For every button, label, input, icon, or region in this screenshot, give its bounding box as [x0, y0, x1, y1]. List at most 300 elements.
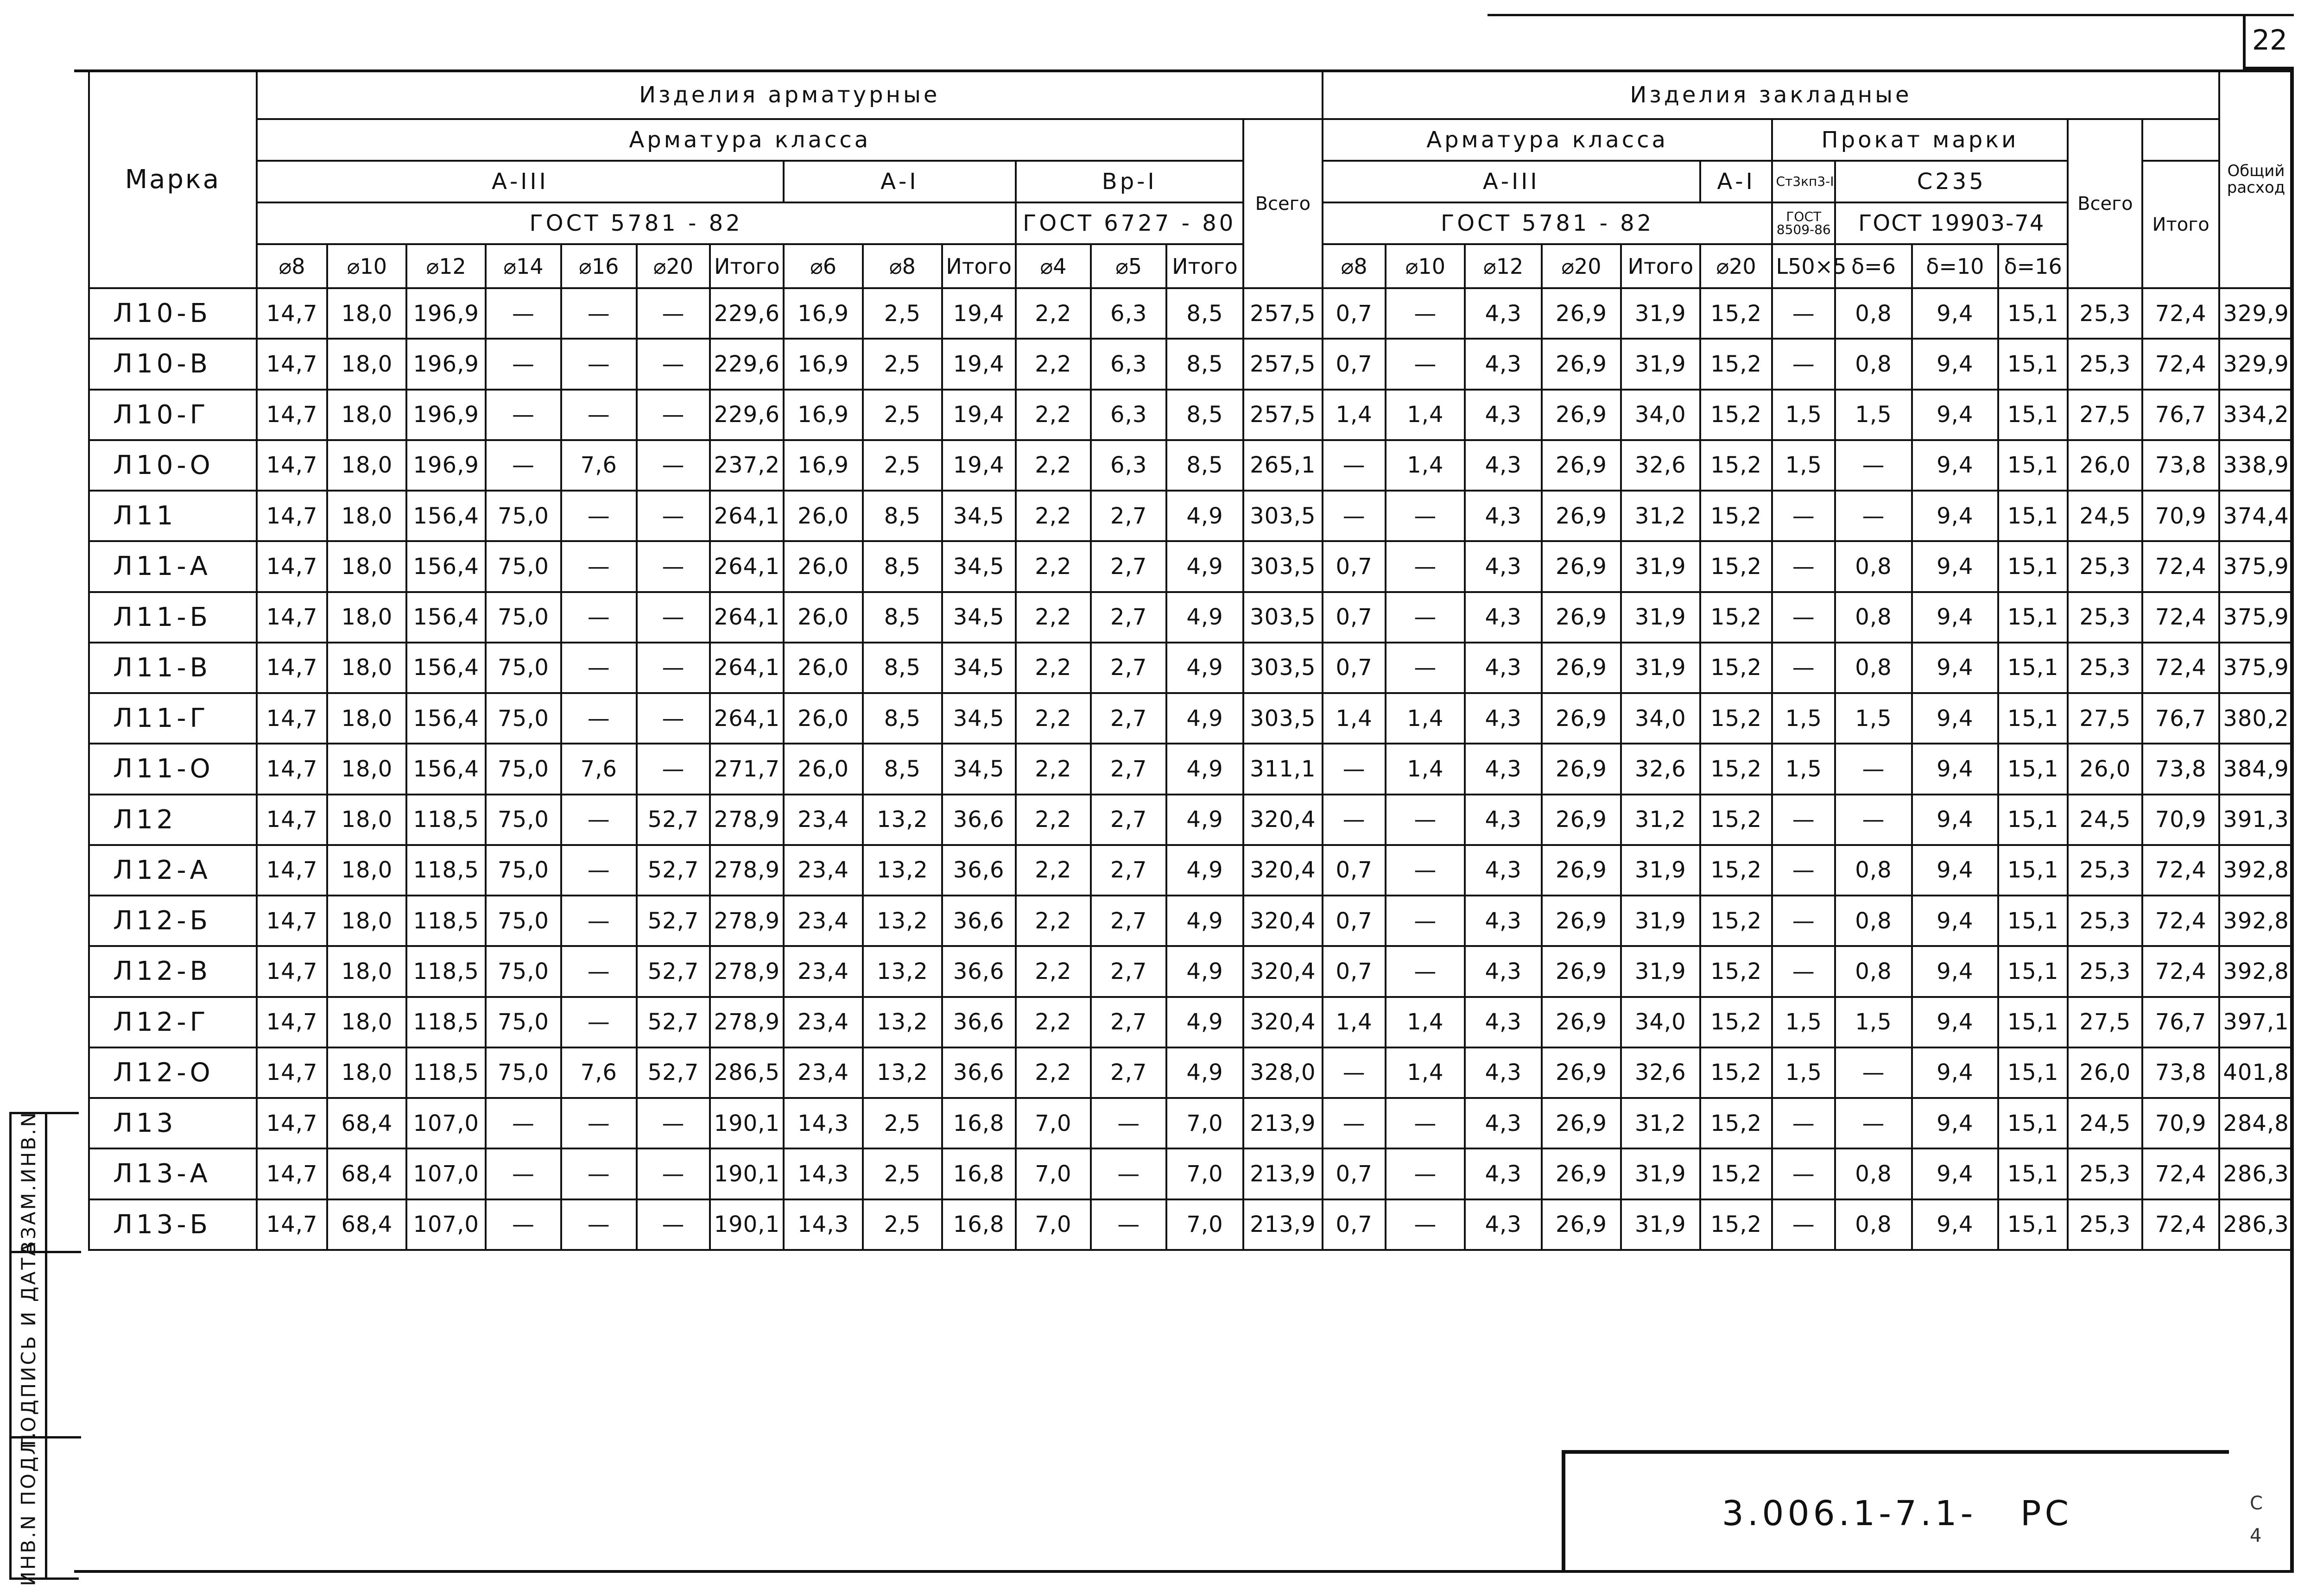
- value-cell: 15,2: [1700, 541, 1773, 592]
- table-row: [89, 643, 2293, 693]
- column-header: ⌀8: [863, 244, 942, 288]
- value-cell: 118,5: [406, 997, 486, 1047]
- value-cell: 15,1: [1998, 946, 2068, 997]
- value-cell: 26,9: [1542, 946, 1621, 997]
- value-cell: 75,0: [486, 795, 561, 845]
- value-cell: 26,9: [1542, 997, 1621, 1047]
- value-cell: 196,9: [406, 390, 486, 440]
- value-cell: 2,5: [863, 1148, 942, 1199]
- value-cell: 4,3: [1465, 896, 1542, 946]
- value-cell: 15,1: [1998, 491, 2068, 541]
- value-cell: 6,3: [1091, 440, 1166, 491]
- gost-5781-header: ГОСТ 5781 - 82: [257, 202, 1016, 244]
- value-cell: 75,0: [486, 997, 561, 1047]
- mark-cell: Л12-В: [89, 946, 257, 997]
- value-cell: 9,4: [1912, 1047, 1998, 1098]
- value-cell: 4,3: [1465, 288, 1542, 339]
- value-cell: 34,5: [942, 541, 1016, 592]
- value-cell: 9,4: [1912, 440, 1998, 491]
- value-cell: 380,2: [2219, 693, 2293, 744]
- value-cell: 257,5: [1243, 390, 1323, 440]
- value-cell: —: [486, 1098, 561, 1148]
- value-cell: 34,5: [942, 693, 1016, 744]
- table-row: [89, 946, 2293, 997]
- value-cell: 303,5: [1243, 491, 1323, 541]
- value-cell: 25,3: [2068, 845, 2142, 896]
- mark-cell: Л11: [89, 491, 257, 541]
- mark-cell: Л12: [89, 795, 257, 845]
- value-cell: 73,8: [2142, 744, 2219, 794]
- value-cell: 329,9: [2219, 339, 2293, 389]
- value-cell: —: [561, 946, 637, 997]
- value-cell: —: [637, 643, 710, 693]
- table-row: [89, 339, 2293, 389]
- value-cell: 0,8: [1835, 288, 1912, 339]
- value-cell: —: [1323, 491, 1386, 541]
- value-cell: 4,3: [1465, 339, 1542, 389]
- value-cell: 1,5: [1772, 693, 1835, 744]
- column-header: ⌀20: [637, 244, 710, 288]
- value-cell: 16,9: [784, 288, 863, 339]
- value-cell: 14,7: [257, 1199, 328, 1250]
- value-cell: 26,0: [2068, 744, 2142, 794]
- value-cell: 72,4: [2142, 845, 2219, 896]
- value-cell: 36,6: [942, 997, 1016, 1047]
- value-cell: 27,5: [2068, 390, 2142, 440]
- value-cell: 31,2: [1621, 795, 1700, 845]
- value-cell: —: [1323, 795, 1386, 845]
- value-cell: 4,9: [1166, 997, 1243, 1047]
- value-cell: 229,6: [710, 339, 784, 389]
- value-cell: —: [637, 1098, 710, 1148]
- value-cell: 18,0: [327, 440, 406, 491]
- value-cell: 31,9: [1621, 541, 1700, 592]
- value-cell: 15,2: [1700, 845, 1773, 896]
- value-cell: 328,0: [1243, 1047, 1323, 1098]
- value-cell: 4,9: [1166, 643, 1243, 693]
- value-cell: 2,7: [1091, 795, 1166, 845]
- value-cell: 23,4: [784, 946, 863, 997]
- value-cell: 13,2: [863, 1047, 942, 1098]
- value-cell: 18,0: [327, 946, 406, 997]
- value-cell: —: [486, 1148, 561, 1199]
- value-cell: 2,5: [863, 390, 942, 440]
- value-cell: 4,9: [1166, 693, 1243, 744]
- value-cell: 26,9: [1542, 1098, 1621, 1148]
- value-cell: 2,2: [1016, 643, 1091, 693]
- value-cell: 8,5: [863, 643, 942, 693]
- value-cell: 0,8: [1835, 541, 1912, 592]
- value-cell: 0,7: [1323, 643, 1386, 693]
- class-a1-header: А-I: [784, 161, 1015, 202]
- value-cell: 52,7: [637, 845, 710, 896]
- value-cell: 0,8: [1835, 845, 1912, 896]
- value-cell: 72,4: [2142, 896, 2219, 946]
- value-cell: 2,2: [1016, 541, 1091, 592]
- value-cell: 26,0: [784, 491, 863, 541]
- value-cell: 401,8: [2219, 1047, 2293, 1098]
- value-cell: 26,9: [1542, 845, 1621, 896]
- rebar-class-header-2: Арматура класса: [1323, 119, 1773, 161]
- value-cell: 2,5: [863, 288, 942, 339]
- column-header: ⌀10: [327, 244, 406, 288]
- value-cell: —: [1835, 1047, 1912, 1098]
- value-cell: 26,0: [784, 643, 863, 693]
- emb-class-a1-header: А-I: [1700, 161, 1773, 202]
- value-cell: 6,3: [1091, 288, 1166, 339]
- value-cell: 15,1: [1998, 997, 2068, 1047]
- value-cell: —: [1323, 440, 1386, 491]
- value-cell: —: [1386, 491, 1465, 541]
- value-cell: 75,0: [486, 541, 561, 592]
- value-cell: 31,9: [1621, 896, 1700, 946]
- value-cell: —: [561, 693, 637, 744]
- value-cell: —: [1386, 541, 1465, 592]
- value-cell: 52,7: [637, 946, 710, 997]
- value-cell: 15,1: [1998, 1098, 2068, 1148]
- value-cell: 18,0: [327, 541, 406, 592]
- value-cell: 32,6: [1621, 744, 1700, 794]
- value-cell: —: [1835, 491, 1912, 541]
- value-cell: 190,1: [710, 1098, 784, 1148]
- value-cell: —: [637, 1148, 710, 1199]
- column-header: L50×5: [1772, 244, 1835, 288]
- column-header: ⌀10: [1386, 244, 1465, 288]
- value-cell: 25,3: [2068, 288, 2142, 339]
- value-cell: 15,1: [1998, 795, 2068, 845]
- value-cell: 18,0: [327, 339, 406, 389]
- value-cell: 2,2: [1016, 491, 1091, 541]
- column-header: ⌀6: [784, 244, 863, 288]
- value-cell: 25,3: [2068, 946, 2142, 997]
- value-cell: —: [1772, 288, 1835, 339]
- value-cell: 14,7: [257, 946, 328, 997]
- value-cell: 14,7: [257, 491, 328, 541]
- value-cell: 15,1: [1998, 1148, 2068, 1199]
- value-cell: 15,2: [1700, 693, 1773, 744]
- value-cell: 34,5: [942, 744, 1016, 794]
- value-cell: —: [561, 997, 637, 1047]
- value-cell: 196,9: [406, 339, 486, 389]
- value-cell: 1,4: [1386, 693, 1465, 744]
- value-cell: 2,5: [863, 1199, 942, 1250]
- value-cell: 15,2: [1700, 440, 1773, 491]
- value-cell: 25,3: [2068, 1148, 2142, 1199]
- value-cell: —: [1091, 1199, 1166, 1250]
- stamp-label-replace-inv: ВЗАМ.ИНВ.N: [17, 1110, 40, 1255]
- value-cell: 303,5: [1243, 693, 1323, 744]
- value-cell: 9,4: [1912, 390, 1998, 440]
- value-cell: 15,2: [1700, 1047, 1773, 1098]
- steel-vst3-header: Ст3кп3-I: [1772, 161, 1835, 202]
- value-cell: 190,1: [710, 1148, 784, 1199]
- value-cell: 0,7: [1323, 946, 1386, 997]
- value-cell: 4,9: [1166, 946, 1243, 997]
- page-number: 22: [2243, 14, 2294, 69]
- value-cell: 14,7: [257, 1098, 328, 1148]
- value-cell: 9,4: [1912, 946, 1998, 997]
- value-cell: —: [561, 1148, 637, 1199]
- value-cell: 15,1: [1998, 440, 2068, 491]
- column-header: δ=6: [1835, 244, 1912, 288]
- value-cell: 14,3: [784, 1098, 863, 1148]
- value-cell: 15,1: [1998, 592, 2068, 643]
- value-cell: 375,9: [2219, 643, 2293, 693]
- value-cell: 14,7: [257, 440, 328, 491]
- value-cell: 14,3: [784, 1148, 863, 1199]
- column-header-row: [89, 244, 2293, 288]
- value-cell: 15,2: [1700, 896, 1773, 946]
- value-cell: 26,9: [1542, 795, 1621, 845]
- value-cell: —: [1772, 1098, 1835, 1148]
- value-cell: —: [1386, 946, 1465, 997]
- value-cell: 229,6: [710, 288, 784, 339]
- value-cell: 4,3: [1465, 440, 1542, 491]
- value-cell: —: [561, 1199, 637, 1250]
- value-cell: —: [637, 288, 710, 339]
- table-row: [89, 541, 2293, 592]
- value-cell: 26,9: [1542, 1199, 1621, 1250]
- value-cell: 4,3: [1465, 795, 1542, 845]
- value-cell: 2,5: [863, 440, 942, 491]
- value-cell: 213,9: [1243, 1098, 1323, 1148]
- value-cell: 303,5: [1243, 592, 1323, 643]
- value-cell: —: [637, 541, 710, 592]
- column-header: ⌀20: [1542, 244, 1621, 288]
- value-cell: 15,2: [1700, 1199, 1773, 1250]
- value-cell: 4,9: [1166, 795, 1243, 845]
- value-cell: 1,5: [1835, 390, 1912, 440]
- value-cell: 15,2: [1700, 339, 1773, 389]
- value-cell: 72,4: [2142, 643, 2219, 693]
- value-cell: —: [561, 390, 637, 440]
- column-header: Итого: [1621, 244, 1700, 288]
- value-cell: 118,5: [406, 845, 486, 896]
- value-cell: 0,7: [1323, 1199, 1386, 1250]
- value-cell: 26,9: [1542, 1047, 1621, 1098]
- value-cell: 375,9: [2219, 541, 2293, 592]
- value-cell: 257,5: [1243, 339, 1323, 389]
- value-cell: 0,8: [1835, 946, 1912, 997]
- value-cell: 14,7: [257, 541, 328, 592]
- value-cell: 15,2: [1700, 997, 1773, 1047]
- value-cell: 26,9: [1542, 744, 1621, 794]
- value-cell: 18,0: [327, 643, 406, 693]
- value-cell: 4,3: [1465, 997, 1542, 1047]
- value-cell: 6,3: [1091, 339, 1166, 389]
- value-cell: 320,4: [1243, 896, 1323, 946]
- value-cell: 68,4: [327, 1098, 406, 1148]
- value-cell: 14,7: [257, 693, 328, 744]
- value-cell: 107,0: [406, 1148, 486, 1199]
- value-cell: 26,9: [1542, 491, 1621, 541]
- value-cell: 26,0: [784, 541, 863, 592]
- value-cell: —: [1386, 896, 1465, 946]
- value-cell: 26,9: [1542, 339, 1621, 389]
- value-cell: 0,7: [1323, 845, 1386, 896]
- value-cell: —: [1772, 845, 1835, 896]
- value-cell: 4,9: [1166, 896, 1243, 946]
- stamp-label-signature: ПОДПИСЬ И ДАТА: [17, 1241, 40, 1449]
- value-cell: —: [1386, 592, 1465, 643]
- value-cell: 229,6: [710, 390, 784, 440]
- value-cell: 213,9: [1243, 1148, 1323, 1199]
- table-row: [89, 1199, 2293, 1250]
- value-cell: 1,4: [1386, 390, 1465, 440]
- value-cell: 4,3: [1465, 946, 1542, 997]
- value-cell: 75,0: [486, 896, 561, 946]
- value-cell: 7,6: [561, 744, 637, 794]
- value-cell: 4,3: [1465, 1148, 1542, 1199]
- value-cell: —: [1835, 795, 1912, 845]
- value-cell: 4,3: [1465, 592, 1542, 643]
- value-cell: 9,4: [1912, 339, 1998, 389]
- value-cell: 18,0: [327, 896, 406, 946]
- value-cell: 75,0: [486, 592, 561, 643]
- value-cell: 14,3: [784, 1199, 863, 1250]
- value-cell: 107,0: [406, 1199, 486, 1250]
- value-cell: 4,3: [1465, 643, 1542, 693]
- value-cell: 4,9: [1166, 592, 1243, 643]
- value-cell: 265,1: [1243, 440, 1323, 491]
- value-cell: 391,3: [2219, 795, 2293, 845]
- value-cell: 397,1: [2219, 997, 2293, 1047]
- value-cell: 4,9: [1166, 541, 1243, 592]
- value-cell: 264,1: [710, 693, 784, 744]
- value-cell: 24,5: [2068, 795, 2142, 845]
- value-cell: 31,9: [1621, 1148, 1700, 1199]
- value-cell: 156,4: [406, 541, 486, 592]
- column-header: Итого: [710, 244, 784, 288]
- table-row: [89, 744, 2293, 794]
- value-cell: 1,5: [1772, 390, 1835, 440]
- value-cell: 9,4: [1912, 541, 1998, 592]
- value-cell: 25,3: [2068, 339, 2142, 389]
- value-cell: 32,6: [1621, 440, 1700, 491]
- value-cell: —: [1772, 795, 1835, 845]
- value-cell: —: [1091, 1148, 1166, 1199]
- value-cell: 31,2: [1621, 491, 1700, 541]
- value-cell: 9,4: [1912, 795, 1998, 845]
- column-header: ⌀8: [257, 244, 328, 288]
- table-body: [89, 288, 2293, 1250]
- value-cell: 18,0: [327, 288, 406, 339]
- value-cell: 18,0: [327, 997, 406, 1047]
- value-cell: 4,9: [1166, 1047, 1243, 1098]
- value-cell: 4,3: [1465, 1199, 1542, 1250]
- value-cell: 25,3: [2068, 896, 2142, 946]
- value-cell: —: [1386, 643, 1465, 693]
- value-cell: 0,8: [1835, 1199, 1912, 1250]
- value-cell: 286,3: [2219, 1199, 2293, 1250]
- gost-6727-header: ГОСТ 6727 - 80: [1016, 202, 1243, 244]
- value-cell: 278,9: [710, 946, 784, 997]
- value-cell: 196,9: [406, 440, 486, 491]
- value-cell: 15,2: [1700, 288, 1773, 339]
- value-cell: 1,4: [1386, 744, 1465, 794]
- value-cell: 271,7: [710, 744, 784, 794]
- value-cell: 9,4: [1912, 1148, 1998, 1199]
- value-cell: 2,5: [863, 339, 942, 389]
- value-cell: 26,0: [2068, 440, 2142, 491]
- value-cell: 4,9: [1166, 491, 1243, 541]
- itogo-steel-header: Итого: [2142, 161, 2219, 288]
- value-cell: 72,4: [2142, 541, 2219, 592]
- value-cell: 14,7: [257, 845, 328, 896]
- value-cell: 68,4: [327, 1199, 406, 1250]
- value-cell: 25,3: [2068, 1199, 2142, 1250]
- column-header: ⌀20: [1700, 244, 1773, 288]
- value-cell: 18,0: [327, 795, 406, 845]
- table-row: [89, 390, 2293, 440]
- value-cell: 15,1: [1998, 288, 2068, 339]
- value-cell: 8,5: [1166, 390, 1243, 440]
- value-cell: 278,9: [710, 997, 784, 1047]
- value-cell: 26,9: [1542, 541, 1621, 592]
- mark-cell: Л12-Б: [89, 896, 257, 946]
- value-cell: 34,0: [1621, 390, 1700, 440]
- value-cell: 2,2: [1016, 795, 1091, 845]
- value-cell: 1,5: [1772, 744, 1835, 794]
- mark-cell: Л11-О: [89, 744, 257, 794]
- value-cell: 1,4: [1386, 440, 1465, 491]
- value-cell: 8,5: [1166, 440, 1243, 491]
- value-cell: 15,1: [1998, 390, 2068, 440]
- value-cell: 4,9: [1166, 845, 1243, 896]
- value-cell: 16,9: [784, 440, 863, 491]
- value-cell: —: [1835, 744, 1912, 794]
- value-cell: 14,7: [257, 896, 328, 946]
- rolled-steel-header: Прокат марки: [1772, 119, 2068, 161]
- value-cell: 16,9: [784, 339, 863, 389]
- value-cell: 26,9: [1542, 592, 1621, 643]
- value-cell: 13,2: [863, 845, 942, 896]
- value-cell: —: [561, 643, 637, 693]
- value-cell: —: [1772, 491, 1835, 541]
- value-cell: 303,5: [1243, 541, 1323, 592]
- value-cell: 15,2: [1700, 744, 1773, 794]
- mark-cell: Л11-Г: [89, 693, 257, 744]
- value-cell: 27,5: [2068, 997, 2142, 1047]
- value-cell: 320,4: [1243, 946, 1323, 997]
- value-cell: 34,5: [942, 592, 1016, 643]
- value-cell: 52,7: [637, 896, 710, 946]
- table-row: [89, 592, 2293, 643]
- table-row: [89, 845, 2293, 896]
- value-cell: 15,2: [1700, 390, 1773, 440]
- value-cell: 0,8: [1835, 592, 1912, 643]
- value-cell: 34,0: [1621, 693, 1700, 744]
- value-cell: 31,9: [1621, 339, 1700, 389]
- value-cell: 2,7: [1091, 946, 1166, 997]
- value-cell: 73,8: [2142, 1047, 2219, 1098]
- value-cell: 9,4: [1912, 1098, 1998, 1148]
- value-cell: 24,5: [2068, 1098, 2142, 1148]
- value-cell: 4,9: [1166, 744, 1243, 794]
- value-cell: —: [561, 541, 637, 592]
- left-margin-stamp: [9, 1110, 79, 1586]
- value-cell: —: [637, 693, 710, 744]
- reinforcing-products-header: Изделия арматурные: [257, 70, 1323, 119]
- value-cell: 70,9: [2142, 1098, 2219, 1148]
- column-header: ⌀4: [1016, 244, 1091, 288]
- value-cell: 15,1: [1998, 541, 2068, 592]
- table-row: [89, 693, 2293, 744]
- value-cell: 14,7: [257, 288, 328, 339]
- value-cell: 303,5: [1243, 643, 1323, 693]
- value-cell: 26,9: [1542, 1148, 1621, 1199]
- value-cell: 7,0: [1016, 1199, 1091, 1250]
